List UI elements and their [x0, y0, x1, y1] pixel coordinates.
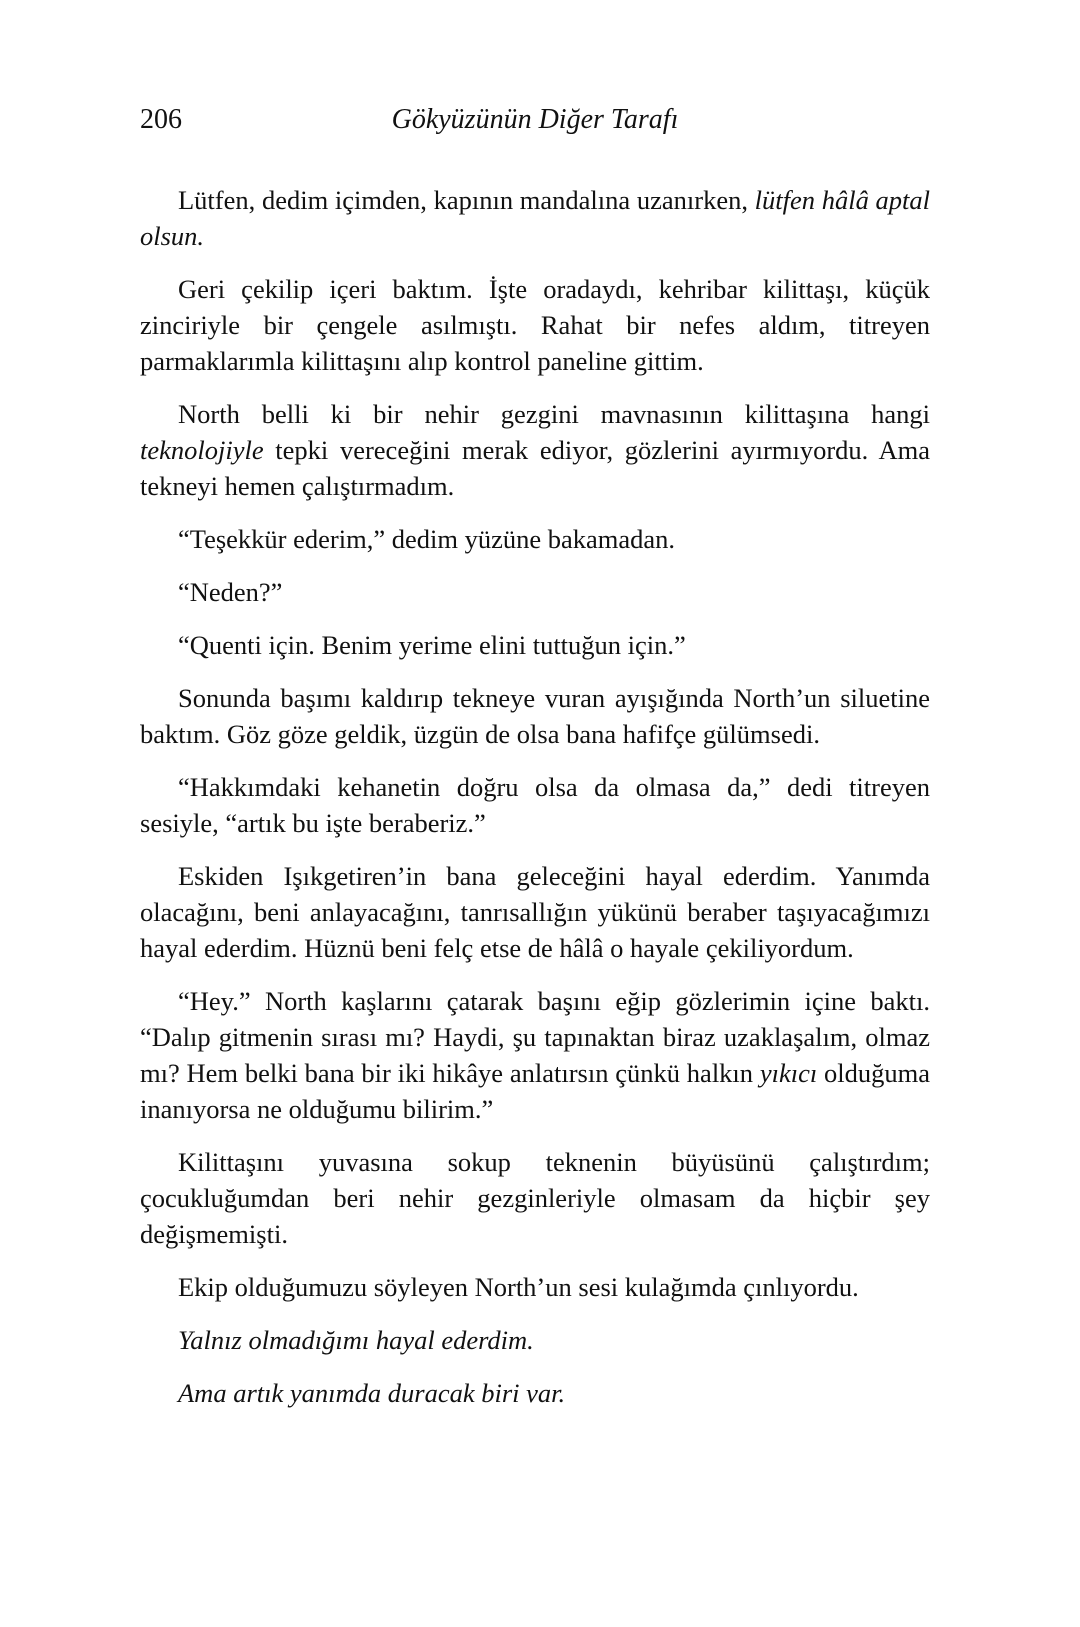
- paragraph: Ekip olduğumuzu söyleyen North’un sesi kulağımda çınlıyordu.: [178, 1272, 859, 1302]
- body-text: [140, 182, 930, 1428]
- emphasis: Ama artık yanımda duracak biri var.: [178, 1378, 566, 1408]
- paragraph: “Hey.” North kaşlarını çatarak başını eğip gözlerimin içine baktı. “Dalıp gitmenin sırası mı? Haydi, şu tapınaktan biraz uzaklaşalım, olmaz mı? Hem belki bana bir iki hikâye anlatırsın çünkü halkın yıkıcı olduğuma inanıyorsa ne olduğumu bilirim.”: [140, 986, 930, 1124]
- paragraph: [140, 1322, 930, 1358]
- page-number: 206: [140, 104, 182, 135]
- paragraph: [140, 1375, 930, 1411]
- page-header: [140, 104, 930, 144]
- running-title: Gökyüzünün Diğer Tarafı: [391, 104, 679, 135]
- paragraph: Geri çekilip içeri baktım. İşte oradaydı, kehribar kilittaşı, küçük zinciriyle bir çengele asılmıştı. Rahat bir nefes aldım, titreyen parmaklarımla kilittaşını alıp kontrol paneline gittim.: [140, 274, 930, 376]
- paragraph: “Neden?”: [178, 577, 283, 607]
- paragraph: Sonunda başımı kaldırıp tekneye vuran ayışığında North’un siluetine baktım. Göz göze geldik, üzgün de olsa bana hafifçe gülümsedi.: [140, 683, 930, 749]
- paragraph: Lütfen, dedim içimden, kapının mandalına uzanırken, lütfen hâlâ aptal olsun.: [140, 185, 930, 251]
- paragraph: “Quenti için. Benim yerime elini tuttuğun için.”: [178, 630, 686, 660]
- paragraph: “Teşekkür ederim,” dedim yüzüne bakamadan.: [178, 524, 676, 554]
- emphasis: teknolojiyle: [140, 435, 264, 465]
- emphasis: lütfen hâlâ aptal olsun.: [140, 185, 930, 251]
- emphasis: yıkıcı: [759, 1058, 818, 1088]
- paragraph: Eskiden Işıkgetiren’in bana geleceğini hayal ederdim. Yanımda olacağını, beni anlayacağını, tanrısallığın yükünü beraber taşıyacağımızı hayal ederdim. Hüznü beni felç etse de hâlâ o hayale çekiliyordum.: [140, 861, 930, 963]
- paragraph: “Hakkımdaki kehanetin doğru olsa da olmasa da,” dedi titreyen sesiyle, “artık bu işte beraberiz.”: [140, 772, 930, 838]
- paragraph: Kilittaşını yuvasına sokup teknenin büyüsünü çalıştırdım; çocukluğumdan beri nehir gezginleriyle olmasam da hiçbir şey değişmemişti.: [140, 1147, 930, 1249]
- emphasis: Yalnız olmadığımı hayal ederdim.: [178, 1325, 534, 1355]
- paragraph: North belli ki bir nehir gezgini mavnasının kilittaşına hangi teknolojiyle tepki vereceğini merak ediyor, gözlerini ayırmıyordu. Ama tekneyi hemen çalıştırmadım.: [140, 399, 930, 501]
